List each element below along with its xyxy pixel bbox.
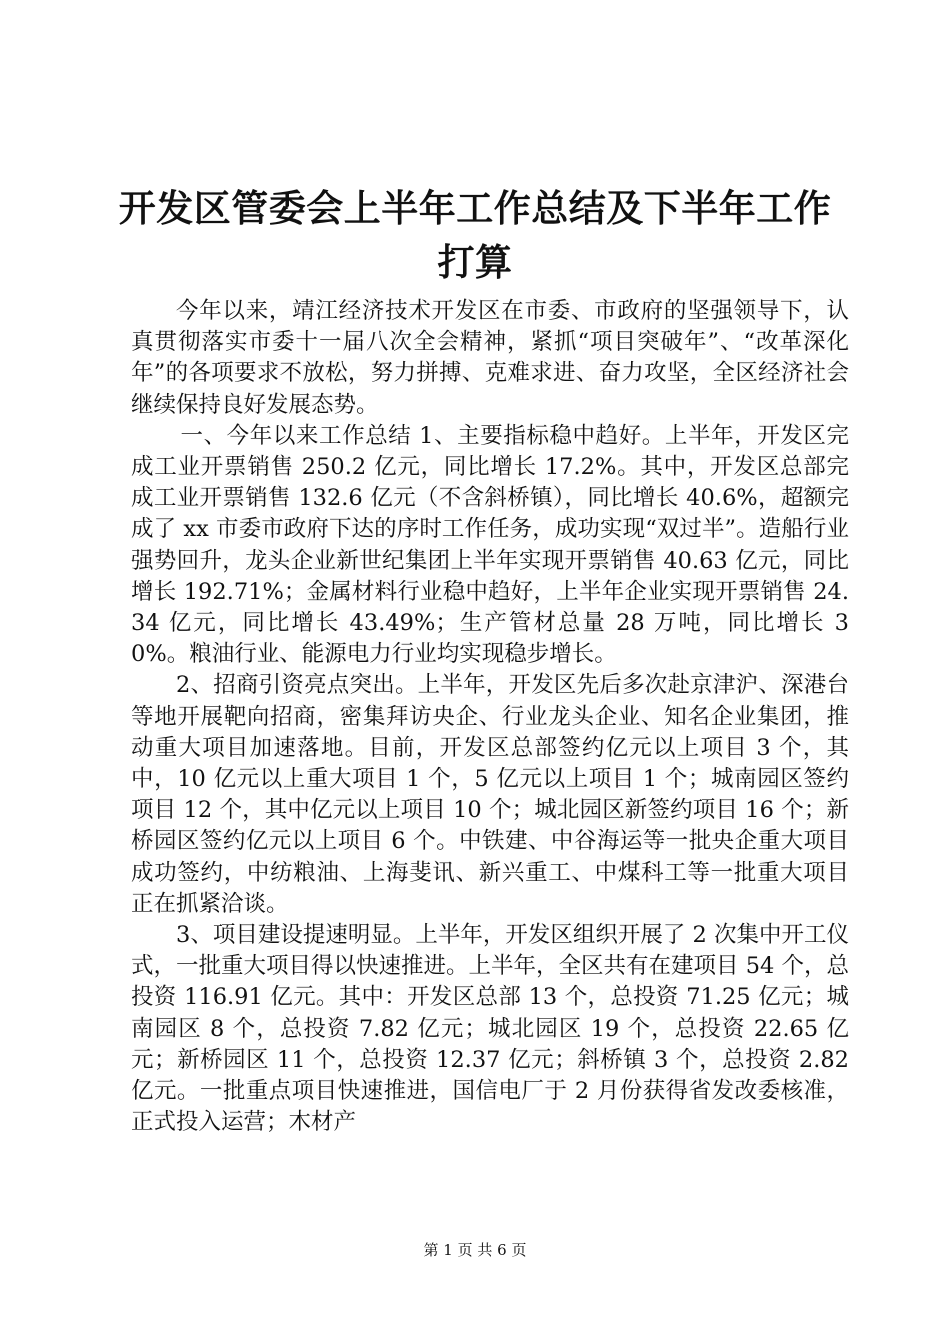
paragraph-intro: 今年以来，靖江经济技术开发区在市委、市政府的坚强领导下，认真贯彻落实市委十一届八次全会精神，紧抓“项目突破年”、“改革深化年”的各项要求不放松，努力拼搏、克难求进、奋力攻坚，全区经济社会继续保持良好发展态势。 (131, 298, 849, 418)
page-footer: 第 1 页 共 6 页 (423, 1241, 527, 1259)
paragraph-section-2: 2、招商引资亮点突出。上半年，开发区先后多次赴京津沪、深港台等地开展靶向招商，密集拜访央企、行业龙头企业、知名企业集团，推动重大项目加速落地。目前，开发区总部签约亿元以上项目 3 个，其中，10 亿元以上重大项目 1 个，5 亿元以上项目 1 个；城南园区签约项目 12 个，其中亿元以上项目 10 个；城北园区新签约项目 16 个；新桥园区签约亿元以上项目 6 个。中铁建、中谷海运等一批央企重大项目成功签约，中纺粮油、上海斐讯、新兴重工、中煤科工等一批重大项目正在抓紧洽谈。 (131, 672, 849, 917)
document-title: 开发区管委会上半年工作总结及下半年工作打算 (118, 187, 832, 284)
paragraph-section-1: 一、今年以来工作总结 1、主要指标稳中趋好。上半年，开发区完成工业开票销售 250.2 亿元，同比增长 17.2%。其中，开发区总部完成工业开票销售 132.6 亿元（不含斜桥镇），同比增长 40.6%，超额完成了 xx 市委市政府下达的序时工作任务，成功实现“双过半”。造船行业强势回升，龙头企业新世纪集团上半年实现开票销售 40.63 亿元，同比增长 192.71%；金属材料行业稳中趋好，上半年企业实现开票销售 24.34 亿元，同比增长 43.49%；生产管材总量 28 万吨，同比增长 30%。粮油行业、能源电力行业均实现稳步增长。 (131, 422, 849, 668)
document-body (131, 296, 849, 1138)
paragraph-section-3: 3、项目建设提速明显。上半年，开发区组织开展了 2 次集中开工仪式，一批重大项目得以快速推进。上半年，全区共有在建项目 54 个，总投资 116.91 亿元。其中：开发区总部 13 个，总投资 71.25 亿元；城南园区 8 个，总投资 7.82 亿元；城北园区 19 个，总投资 22.65 亿元；新桥园区 11 个，总投资 12.37 亿元；斜桥镇 3 个，总投资 2.82 亿元。一批重点项目快速推进，国信电厂于 2 月份获得省发改委核准，正式投入运营；木材产 (131, 922, 849, 1136)
